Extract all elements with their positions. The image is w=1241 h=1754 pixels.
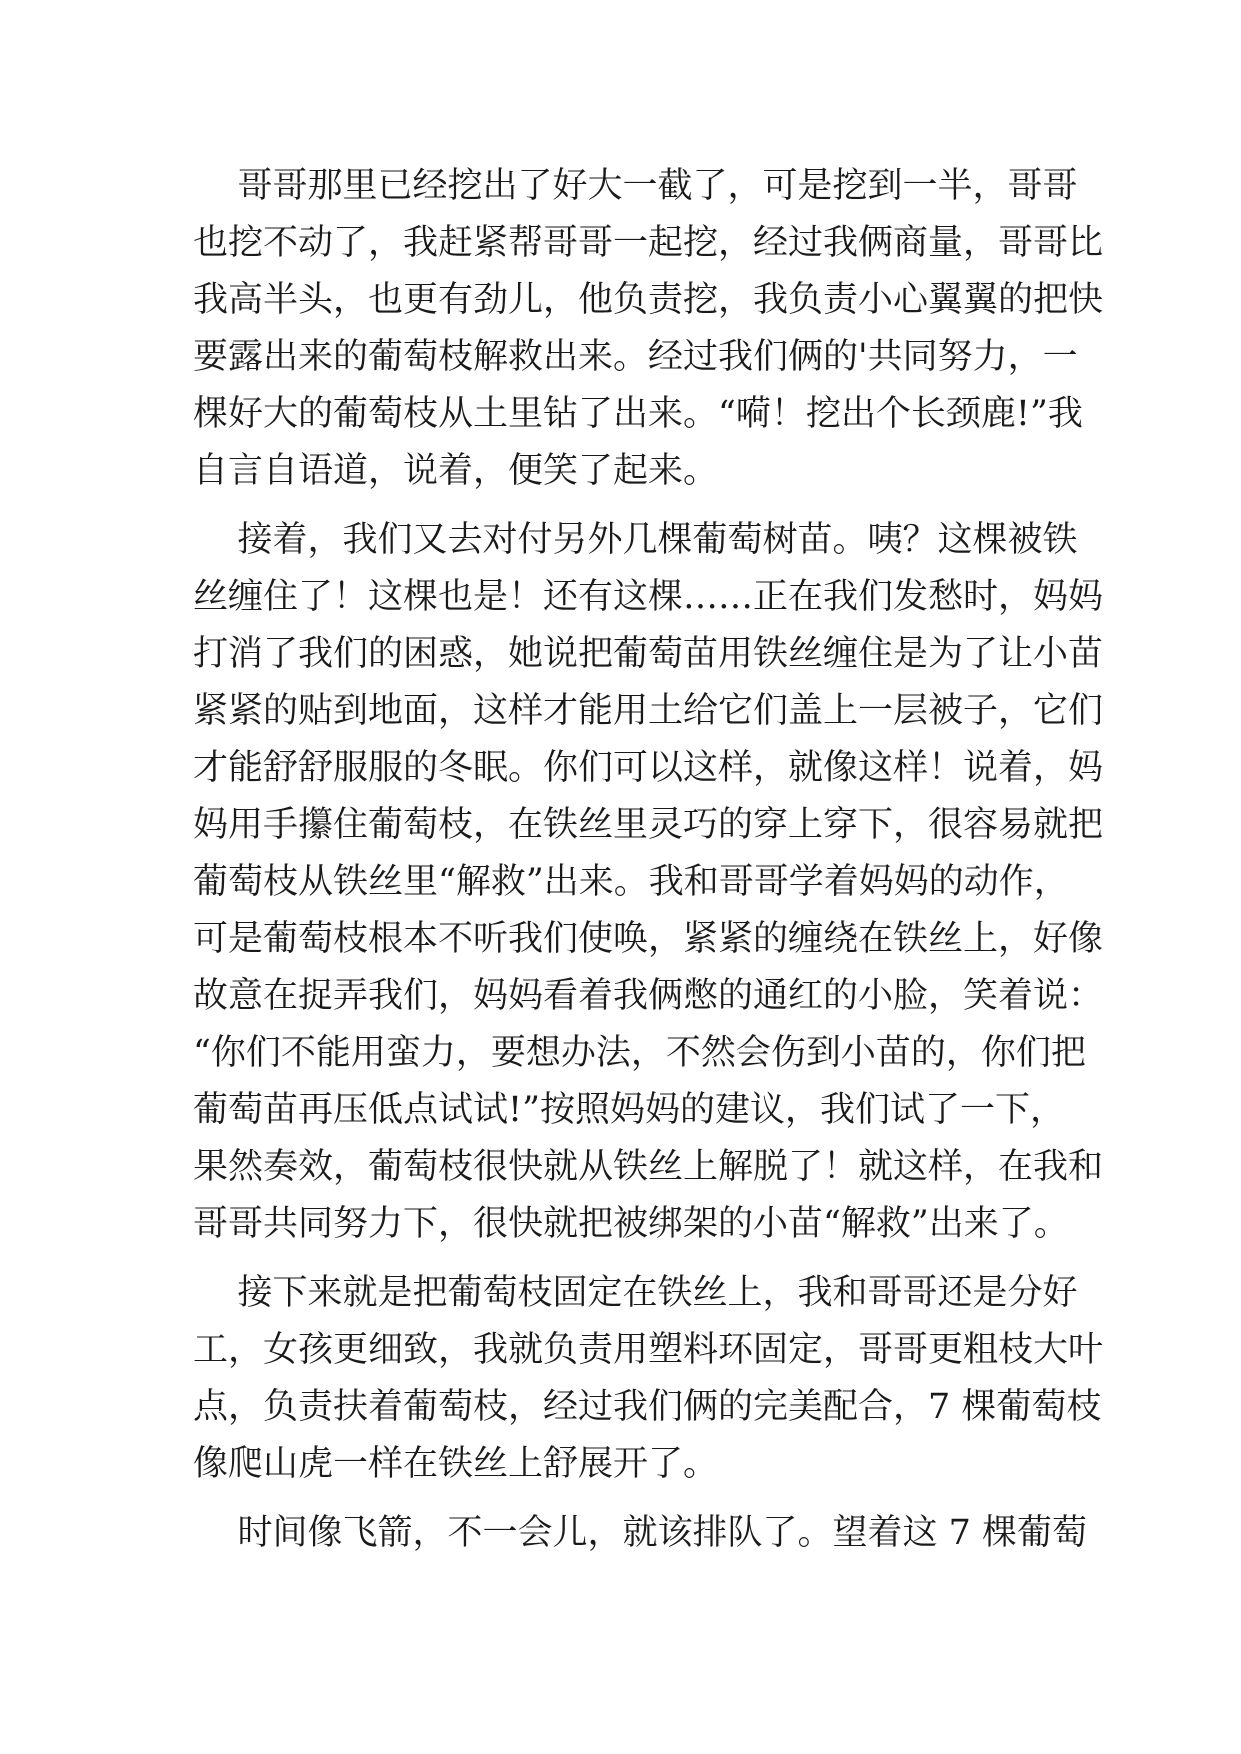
text-line: 紧紧的贴到地面，这样才能用土给它们盖上一层被子，它们 bbox=[193, 691, 1104, 731]
paragraph bbox=[193, 512, 1104, 1253]
text-line: 自言自语道，说着，便笑了起来。 bbox=[193, 451, 719, 491]
text-line: 可是葡萄枝根本不听我们使唤，紧紧的缠绕在铁丝上，好像 bbox=[193, 919, 1104, 959]
text-line: 才能舒舒服服的冬眠。你们可以这样，就像这样！说着，妈 bbox=[193, 748, 1104, 788]
text-line: 点，负责扶着葡萄枝，经过我们俩的完美配合，7 棵葡萄枝 bbox=[193, 1387, 1102, 1427]
text-line: 棵好大的葡萄枝从土里钻了出来。“嗬！挖出个长颈鹿!”我 bbox=[193, 394, 1083, 434]
text-line: 接下来就是把葡萄枝固定在铁丝上，我和哥哥还是分好 bbox=[193, 1273, 1078, 1313]
text-line: 也挖不动了，我赶紧帮哥哥一起挖，经过我俩商量，哥哥比 bbox=[193, 223, 1104, 263]
paragraph bbox=[193, 1505, 1088, 1562]
text-line: 葡萄苗再压低点试试!”按照妈妈的建议，我们试了一下， bbox=[193, 1090, 1065, 1130]
text-line: 哥哥共同努力下，很快就把被绑架的小苗“解救”出来了。 bbox=[193, 1204, 1069, 1244]
text-line: 故意在捉弄我们，妈妈看着我俩憋的通红的小脸，笑着说： bbox=[193, 976, 1104, 1016]
text-line: 时间像飞箭，不一会儿，就该排队了。望着这 7 棵葡萄 bbox=[193, 1513, 1088, 1553]
paragraph-spacer bbox=[193, 500, 1063, 512]
paragraph bbox=[193, 1265, 1104, 1493]
text-line: 工，女孩更细致，我就负责用塑料环固定，哥哥更粗枝大叶 bbox=[193, 1330, 1104, 1370]
text-line: 葡萄枝从铁丝里“解救”出来。我和哥哥学着妈妈的动作， bbox=[193, 862, 1069, 902]
paragraph bbox=[193, 158, 1104, 500]
text-line: 妈用手攥住葡萄枝，在铁丝里灵巧的穿上穿下，很容易就把 bbox=[193, 805, 1104, 845]
text-line: 哥哥那里已经挖出了好大一截了，可是挖到一半，哥哥 bbox=[193, 166, 1078, 206]
text-line: 打消了我们的困惑，她说把葡萄苗用铁丝缠住是为了让小苗 bbox=[193, 634, 1104, 674]
paragraph-spacer bbox=[193, 1493, 1063, 1505]
text-line: 要露出来的葡萄枝解救出来。经过我们俩的'共同努力，一 bbox=[193, 337, 1078, 377]
text-line: 丝缠住了！这棵也是！还有这棵……正在我们发愁时，妈妈 bbox=[193, 577, 1104, 617]
text-line: 果然奏效，葡萄枝很快就从铁丝上解脱了！就这样，在我和 bbox=[193, 1147, 1104, 1187]
text-line: 接着，我们又去对付另外几棵葡萄树苗。咦？这棵被铁 bbox=[193, 520, 1078, 560]
text-line: 我高半头，也更有劲儿，他负责挖，我负责小心翼翼的把快 bbox=[193, 280, 1104, 320]
document-body bbox=[193, 158, 1104, 1562]
text-line: 像爬山虎一样在铁丝上舒展开了。 bbox=[193, 1444, 719, 1484]
paragraph-spacer bbox=[193, 1253, 1063, 1265]
text-line: “你们不能用蛮力，要想办法，不然会伤到小苗的，你们把 bbox=[193, 1033, 1086, 1073]
